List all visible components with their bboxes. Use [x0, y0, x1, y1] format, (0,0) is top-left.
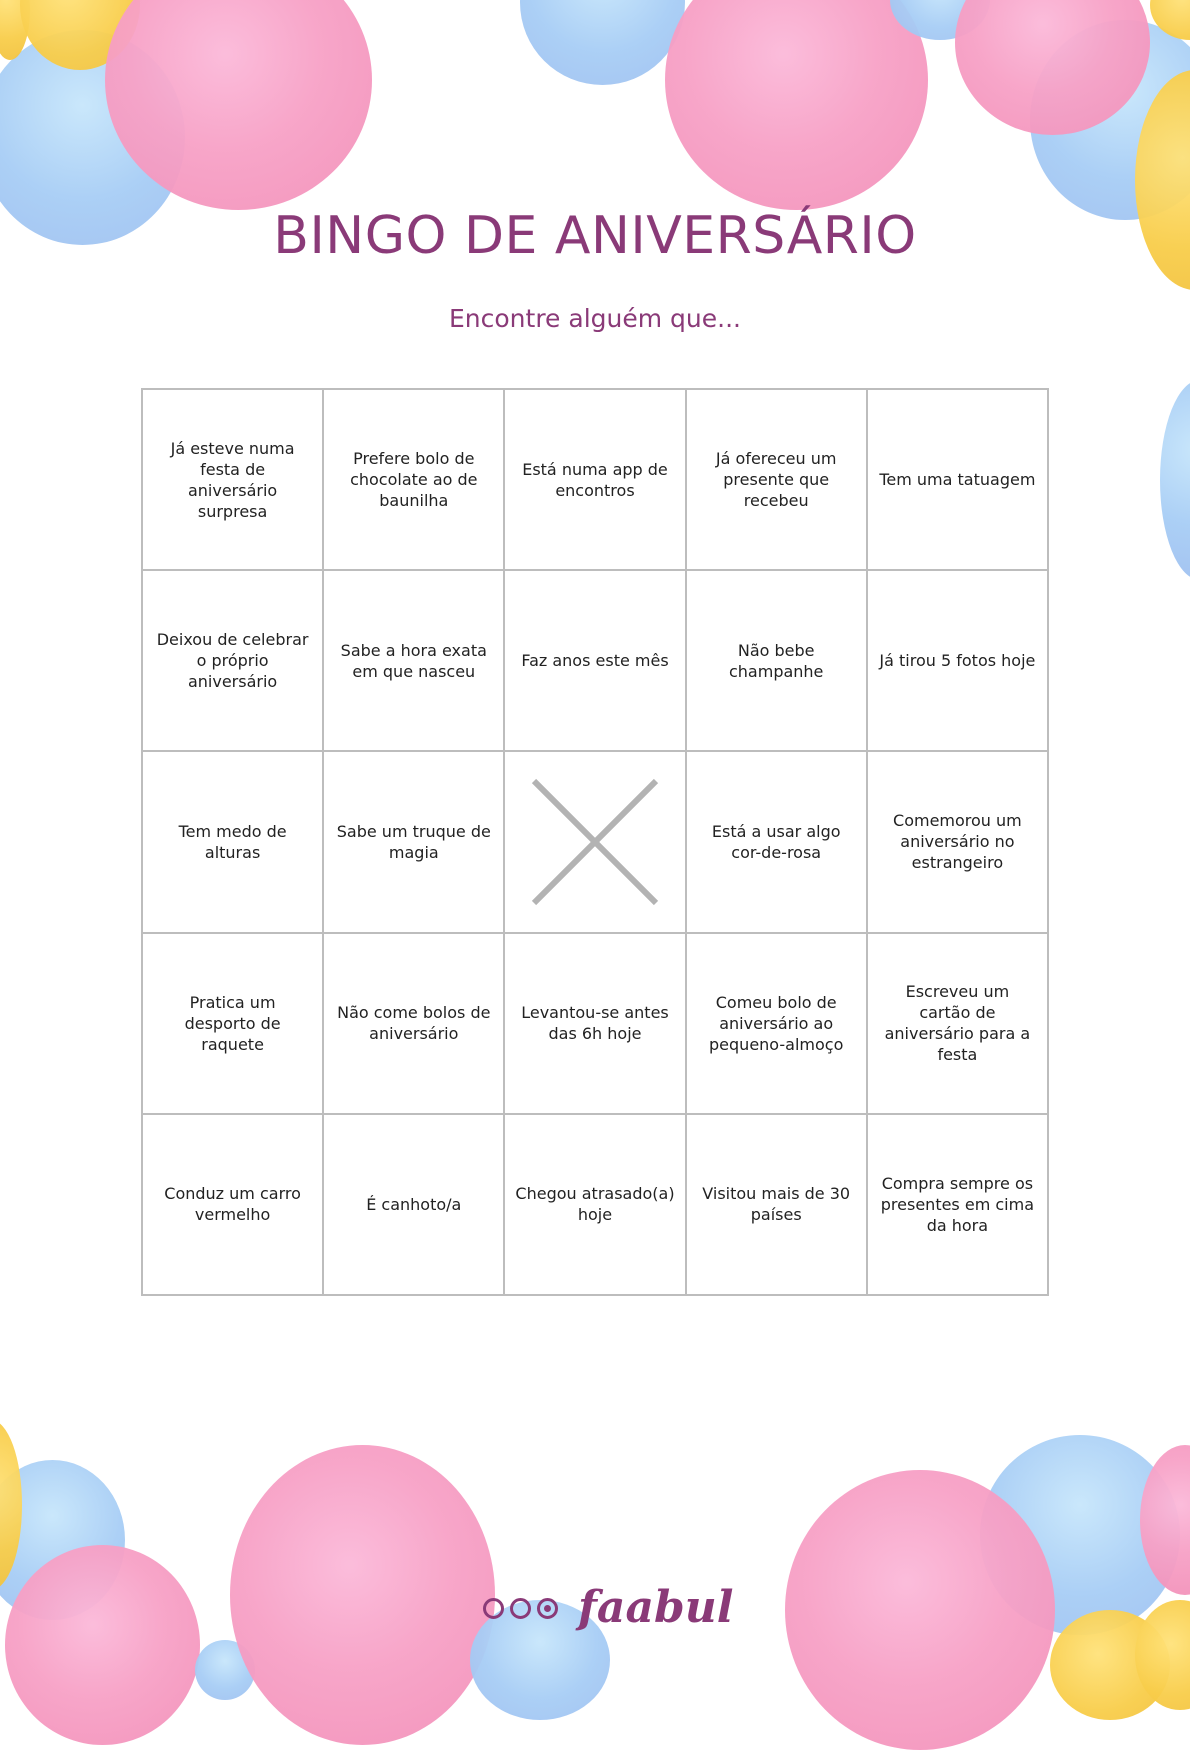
- bingo-cell[interactable]: [142, 1114, 323, 1295]
- bingo-cell-label: Faz anos este mês: [521, 651, 669, 671]
- bingo-cell-label: Visitou mais de 30 países: [702, 1184, 851, 1225]
- bingo-cell-label: Está a usar algo cor-de-rosa: [711, 821, 841, 862]
- bingo-cell-label: Deixou de celebrar o próprio aniversário: [156, 630, 309, 692]
- bingo-cell-label: Comeu bolo de aniversário ao pequeno-almoço: [709, 992, 844, 1054]
- bingo-cell-label: Pratica um desporto de raquete: [184, 992, 281, 1054]
- bingo-cell-label: Compra sempre os presentes em cima da hora: [880, 1173, 1034, 1235]
- bingo-cell[interactable]: [504, 389, 685, 570]
- logo-circle-filled-icon: [537, 1598, 558, 1619]
- bingo-cell-label: Está numa app de encontros: [522, 459, 668, 500]
- bingo-cell[interactable]: [686, 933, 867, 1114]
- bingo-cell-label: Chegou atrasado(a) hoje: [515, 1184, 675, 1225]
- bingo-cell[interactable]: [323, 570, 504, 751]
- bingo-cell[interactable]: [867, 389, 1048, 570]
- bingo-cell[interactable]: [504, 570, 685, 751]
- bingo-cell[interactable]: [686, 389, 867, 570]
- page-title: BINGO DE ANIVERSÁRIO: [273, 206, 917, 266]
- bingo-cell-label: Escreveu um cartão de aniversário para a festa: [884, 982, 1031, 1065]
- bingo-cell[interactable]: [867, 933, 1048, 1114]
- bingo-cell[interactable]: [504, 1114, 685, 1295]
- bingo-cell[interactable]: [867, 570, 1048, 751]
- balloon-decoration: [520, 0, 685, 85]
- bingo-cell[interactable]: [686, 1114, 867, 1295]
- balloon-decoration: [1160, 380, 1190, 580]
- bingo-cell-label: Já esteve numa festa de aniversário surpresa: [170, 438, 295, 521]
- logo-wordmark: faabul: [578, 1582, 734, 1633]
- bingo-cell-label: Já ofereceu um presente que recebeu: [715, 449, 837, 511]
- bingo-cell-label: Já tirou 5 fotos hoje: [879, 651, 1036, 671]
- faabul-logo: [483, 1582, 734, 1633]
- bingo-cell-label: Não come bolos de aniversário: [337, 1003, 491, 1044]
- bingo-cell[interactable]: [323, 751, 504, 932]
- bingo-cell-label: Sabe um truque de magia: [336, 821, 491, 862]
- bingo-cell[interactable]: [142, 933, 323, 1114]
- bingo-cell[interactable]: [323, 389, 504, 570]
- bingo-cell-label: Não bebe champanhe: [728, 640, 824, 681]
- balloon-decoration: [785, 1470, 1055, 1750]
- bingo-cell-label: Levantou-se antes das 6h hoje: [521, 1003, 669, 1044]
- bingo-cell-label: Sabe a hora exata em que nasceu: [340, 640, 487, 681]
- balloon-decoration: [5, 1545, 200, 1745]
- bingo-cell-label: Tem uma tatuagem: [879, 470, 1036, 490]
- bingo-cell[interactable]: [867, 751, 1048, 932]
- logo-circle-icon: [510, 1598, 531, 1619]
- bingo-cell-label: É canhoto/a: [366, 1194, 462, 1214]
- bingo-cell[interactable]: [504, 933, 685, 1114]
- logo-circle-icon: [483, 1598, 504, 1619]
- bingo-cell-label: Conduz um carro vermelho: [164, 1184, 301, 1225]
- bingo-cell-label: Comemorou um aniversário no estrangeiro: [893, 811, 1022, 873]
- x-mark-icon: [530, 777, 660, 907]
- bingo-cell[interactable]: [323, 1114, 504, 1295]
- page-subtitle: Encontre alguém que...: [449, 304, 741, 333]
- bingo-cell-label: Prefere bolo de chocolate ao de baunilha: [350, 449, 478, 511]
- bingo-cell[interactable]: [142, 389, 323, 570]
- balloon-decoration: [230, 1445, 495, 1745]
- bingo-cell[interactable]: [142, 570, 323, 751]
- bingo-free-cell[interactable]: [504, 751, 685, 932]
- bingo-grid: [141, 388, 1049, 1296]
- bingo-cell[interactable]: [867, 1114, 1048, 1295]
- bingo-cell[interactable]: [686, 751, 867, 932]
- bingo-cell[interactable]: [323, 933, 504, 1114]
- balloon-decoration: [665, 0, 928, 210]
- bingo-cell[interactable]: [142, 751, 323, 932]
- bingo-cell[interactable]: [686, 570, 867, 751]
- bingo-cell-label: Tem medo de alturas: [178, 821, 287, 862]
